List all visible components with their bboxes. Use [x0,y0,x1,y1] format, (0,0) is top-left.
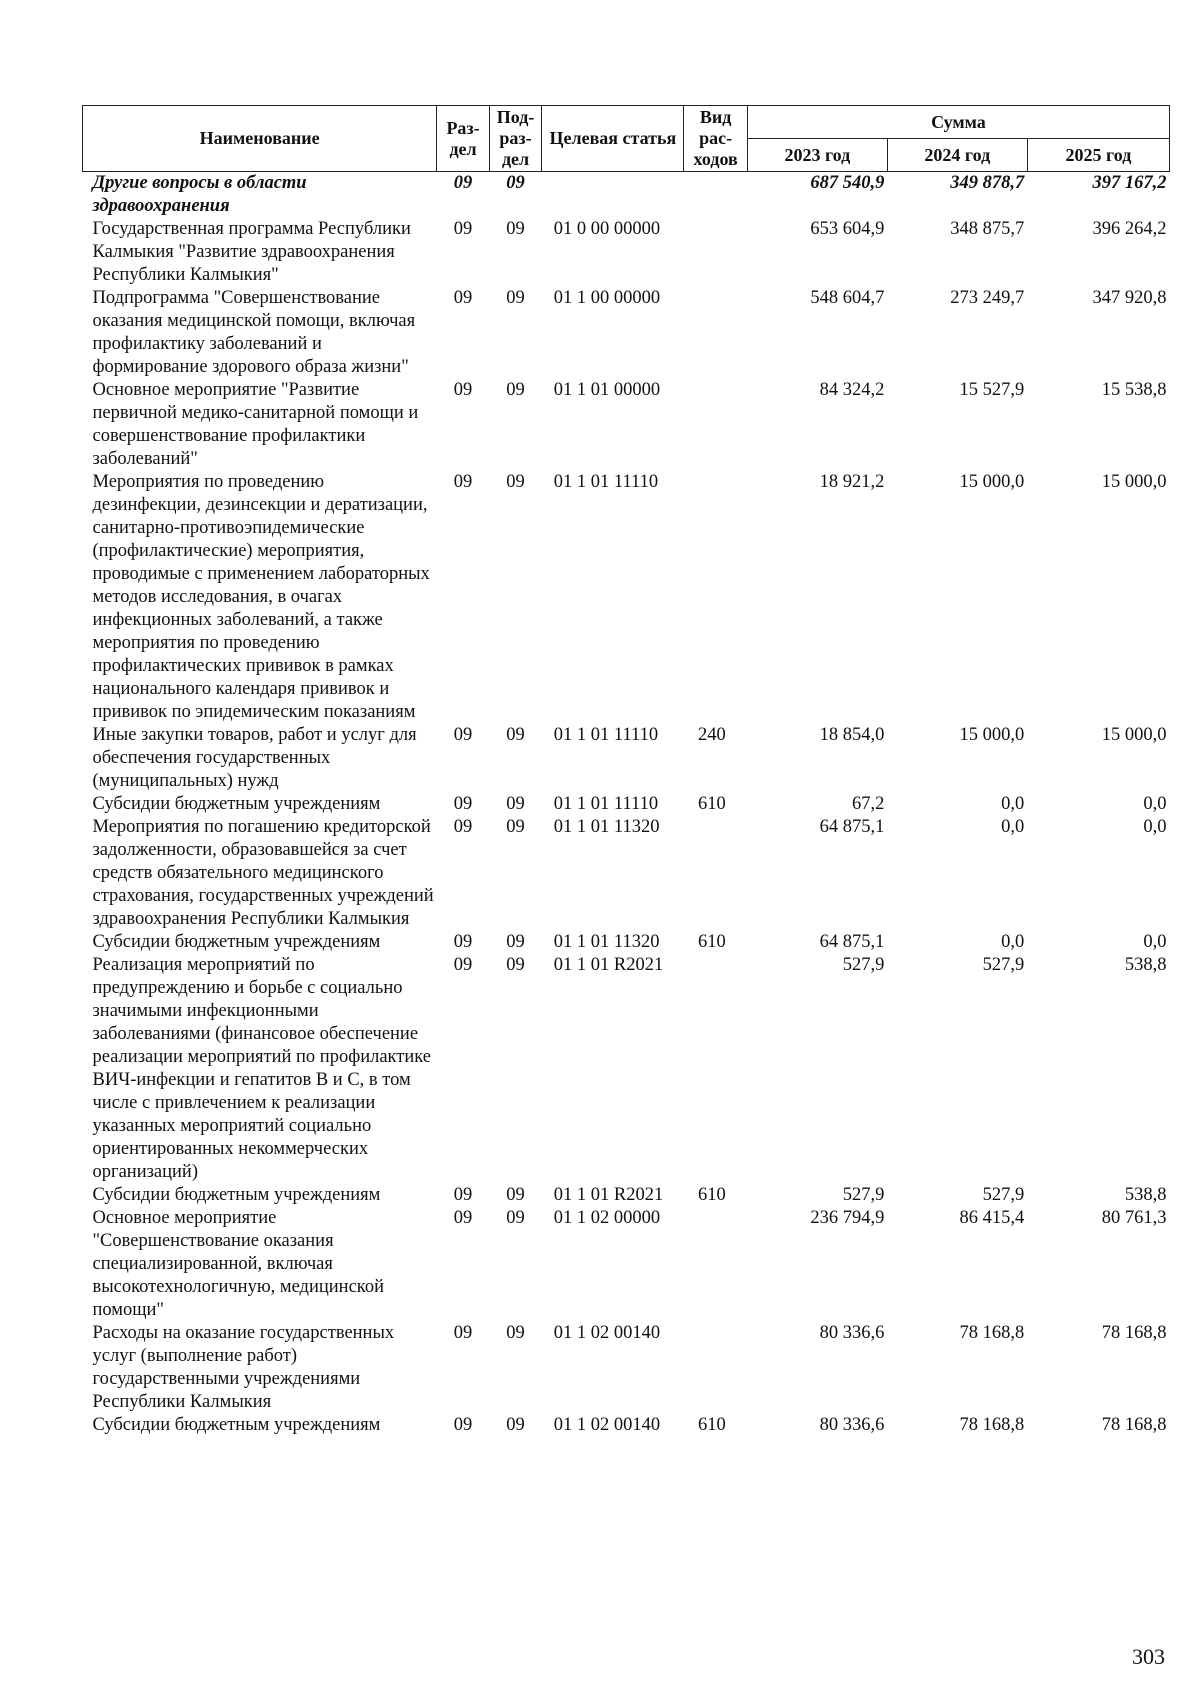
cell-name: Субсидии бюджетным учреждениям [92,1185,381,1205]
cell-celevaya: 01 1 02 00000 [553,1208,661,1228]
cell-2024: 273 249,7 [950,288,1025,308]
cell-name: Основное мероприятие "Развитие первичной медико-санитарной помощи и совершенствование профилактики заболеваний" [92,380,419,469]
cell-2024: 527,9 [982,955,1025,975]
cell-celevaya: 01 0 00 00000 [553,219,661,239]
header-podrazdel: Под-раз-дел [489,106,541,172]
cell-2024: 0,0 [1001,794,1025,814]
cell-2025: 347 920,8 [1092,288,1167,308]
cell-razdel: 09 [453,932,473,952]
cell-celevaya: 01 1 02 00140 [553,1323,661,1343]
cell-name: Подпрограмма "Совершенствование оказания медицинской помощи, включая профилактику заболеваний и формирование здорового образа жизни" [92,288,416,377]
cell-celevaya: 01 1 01 11110 [553,472,659,492]
cell-podrazdel: 09 [506,1185,525,1205]
cell-vid [684,954,747,1184]
table-row [83,931,1170,954]
cell-2025: 0,0 [1143,794,1167,814]
cell-2023: 236 794,9 [810,1208,885,1228]
cell-name: Субсидии бюджетным учреждениям [92,1415,381,1435]
header-2025: 2025 год [1027,139,1169,172]
table-body [83,172,1170,1438]
cell-vid: 610 [697,1185,726,1205]
cell-2025: 78 168,8 [1101,1415,1167,1435]
cell-celevaya: 01 1 02 00140 [553,1415,661,1435]
cell-2024: 15 527,9 [959,380,1025,400]
cell-2025: 397 167,2 [1092,173,1167,193]
cell-name: Субсидии бюджетным учреждениям [92,794,381,814]
cell-podrazdel: 09 [506,725,525,745]
cell-name: Мероприятия по проведению дезинфекции, дезинсекции и дератизации, санитарно-противоэпидемические (профилактические) мероприятия, проводимые с применением лабораторных методов исследования, в очагах инфекционных заболеваний, а также мероприятия по проведению профилактических прививок в рамках национального календаря прививок и прививок по эпидемическим показаниям [92,472,430,722]
table-row [83,379,1170,471]
cell-name: Основное мероприятие "Совершенствование оказания специализированной, включая высокотехнологичную, медицинской помощи" [92,1208,384,1320]
table-row [83,1184,1170,1207]
table-row [83,954,1170,1184]
page-number: 303 [1132,1644,1165,1669]
cell-vid [684,1322,747,1414]
cell-2023: 527,9 [842,1185,885,1205]
cell-celevaya: 01 1 01 R2021 [553,955,664,975]
cell-podrazdel: 09 [506,794,525,814]
cell-2025: 0,0 [1143,817,1167,837]
cell-2025: 78 168,8 [1101,1323,1167,1343]
table-row [83,287,1170,379]
cell-vid [684,379,747,471]
cell-2024: 0,0 [1001,817,1025,837]
cell-vid [684,471,747,724]
cell-podrazdel: 09 [506,472,525,492]
header-2023: 2023 год [747,139,887,172]
cell-name: Другие вопросы в области здравоохранения [92,173,307,216]
cell-podrazdel: 09 [506,380,525,400]
cell-2023: 548 604,7 [810,288,885,308]
cell-vid [684,816,747,931]
header-vid: Вид рас-ходов [684,106,747,172]
budget-table-container [82,105,1170,1437]
cell-2025: 538,8 [1124,1185,1167,1205]
table-row [83,793,1170,816]
cell-celevaya [542,172,684,219]
cell-vid [684,287,747,379]
cell-razdel: 09 [453,817,473,837]
cell-celevaya: 01 1 01 11320 [553,932,660,952]
cell-2024: 527,9 [982,1185,1025,1205]
cell-vid [684,1207,747,1322]
header-2024: 2024 год [887,139,1027,172]
cell-razdel: 09 [453,1185,473,1205]
cell-vid [684,218,747,287]
cell-podrazdel: 09 [506,1323,525,1343]
cell-2024: 15 000,0 [959,725,1025,745]
table-row [83,1322,1170,1414]
cell-razdel: 09 [453,472,473,492]
cell-razdel: 09 [453,219,473,239]
cell-razdel: 09 [453,380,473,400]
cell-celevaya: 01 1 01 11110 [553,725,659,745]
cell-2025: 15 000,0 [1101,472,1167,492]
cell-2024: 86 415,4 [959,1208,1025,1228]
cell-razdel: 09 [453,1323,473,1343]
cell-2023: 67,2 [851,794,885,814]
table-row [83,218,1170,287]
cell-2023: 80 336,6 [819,1323,885,1343]
table-row [83,471,1170,724]
cell-celevaya: 01 1 01 00000 [553,380,661,400]
cell-name: Мероприятия по погашению кредиторской задолженности, образовавшейся за счет средств обязательного медицинского страхования, государственных учреждений здравоохранения Республики Калмыкия [92,817,434,929]
cell-podrazdel: 09 [506,1415,525,1435]
table-row [83,172,1170,219]
cell-name: Государственная программа Республики Калмыкия "Развитие здравоохранения Республики Калмыкия" [92,219,411,285]
cell-2023: 64 875,1 [819,932,885,952]
header-summa: Сумма [747,106,1169,139]
cell-2023: 687 540,9 [810,173,885,193]
table-row [83,1207,1170,1322]
cell-razdel: 09 [453,955,473,975]
cell-podrazdel: 09 [506,955,525,975]
cell-celevaya: 01 1 01 11110 [553,794,659,814]
cell-vid: 240 [697,725,726,745]
cell-vid: 610 [697,1415,726,1435]
cell-podrazdel: 09 [506,1208,525,1228]
table-row [83,816,1170,931]
cell-vid [684,172,747,219]
cell-podrazdel: 09 [506,288,525,308]
table-row [83,1414,1170,1437]
cell-2023: 18 921,2 [819,472,885,492]
cell-2024: 348 875,7 [950,219,1025,239]
cell-name: Субсидии бюджетным учреждениям [92,932,381,952]
cell-2024: 15 000,0 [959,472,1025,492]
cell-celevaya: 01 1 01 11320 [553,817,660,837]
cell-name: Иные закупки товаров, работ и услуг для обеспечения государственных (муниципальных) нужд [92,725,417,791]
cell-vid: 610 [697,932,726,952]
cell-podrazdel: 09 [506,932,525,952]
cell-razdel: 09 [453,1208,473,1228]
cell-vid: 610 [697,794,726,814]
cell-2024: 78 168,8 [959,1415,1025,1435]
cell-razdel: 09 [453,725,473,745]
header-celevaya: Целевая статья [542,106,684,172]
cell-celevaya: 01 1 01 R2021 [553,1185,664,1205]
cell-podrazdel: 09 [506,219,525,239]
cell-celevaya: 01 1 00 00000 [553,288,661,308]
cell-2023: 527,9 [842,955,885,975]
budget-table [82,105,1170,1437]
cell-2023: 64 875,1 [819,817,885,837]
cell-2024: 349 878,7 [950,173,1025,193]
cell-2025: 15 538,8 [1101,380,1167,400]
cell-razdel: 09 [453,794,473,814]
cell-name: Расходы на оказание государственных услуг (выполнение работ) государственными учреждениями Республики Калмыкия [92,1323,395,1412]
cell-2025: 15 000,0 [1101,725,1167,745]
cell-2023: 84 324,2 [819,380,885,400]
header-razdel: Раз-дел [437,106,489,172]
cell-2025: 0,0 [1143,932,1167,952]
cell-2024: 78 168,8 [959,1323,1025,1343]
header-name: Наименование [83,106,437,172]
cell-name: Реализация мероприятий по предупреждению и борьбе с социально значимыми инфекционными заболеваниями (финансовое обеспечение реализации мероприятий по профилактике ВИЧ-инфекции и гепатитов В и С, в том числе с привлечением к реализации указанных мероприятий социально ориентированных некоммерческих организаций) [92,955,432,1182]
cell-podrazdel: 09 [506,173,525,193]
cell-razdel: 09 [453,288,473,308]
cell-2025: 396 264,2 [1092,219,1167,239]
cell-podrazdel: 09 [506,817,525,837]
cell-razdel: 09 [453,173,473,193]
cell-razdel: 09 [453,1415,473,1435]
cell-2025: 538,8 [1124,955,1167,975]
cell-2023: 18 854,0 [819,725,885,745]
cell-2025: 80 761,3 [1101,1208,1167,1228]
cell-2024: 0,0 [1001,932,1025,952]
cell-2023: 653 604,9 [810,219,885,239]
table-row [83,724,1170,793]
cell-2023: 80 336,6 [819,1415,885,1435]
